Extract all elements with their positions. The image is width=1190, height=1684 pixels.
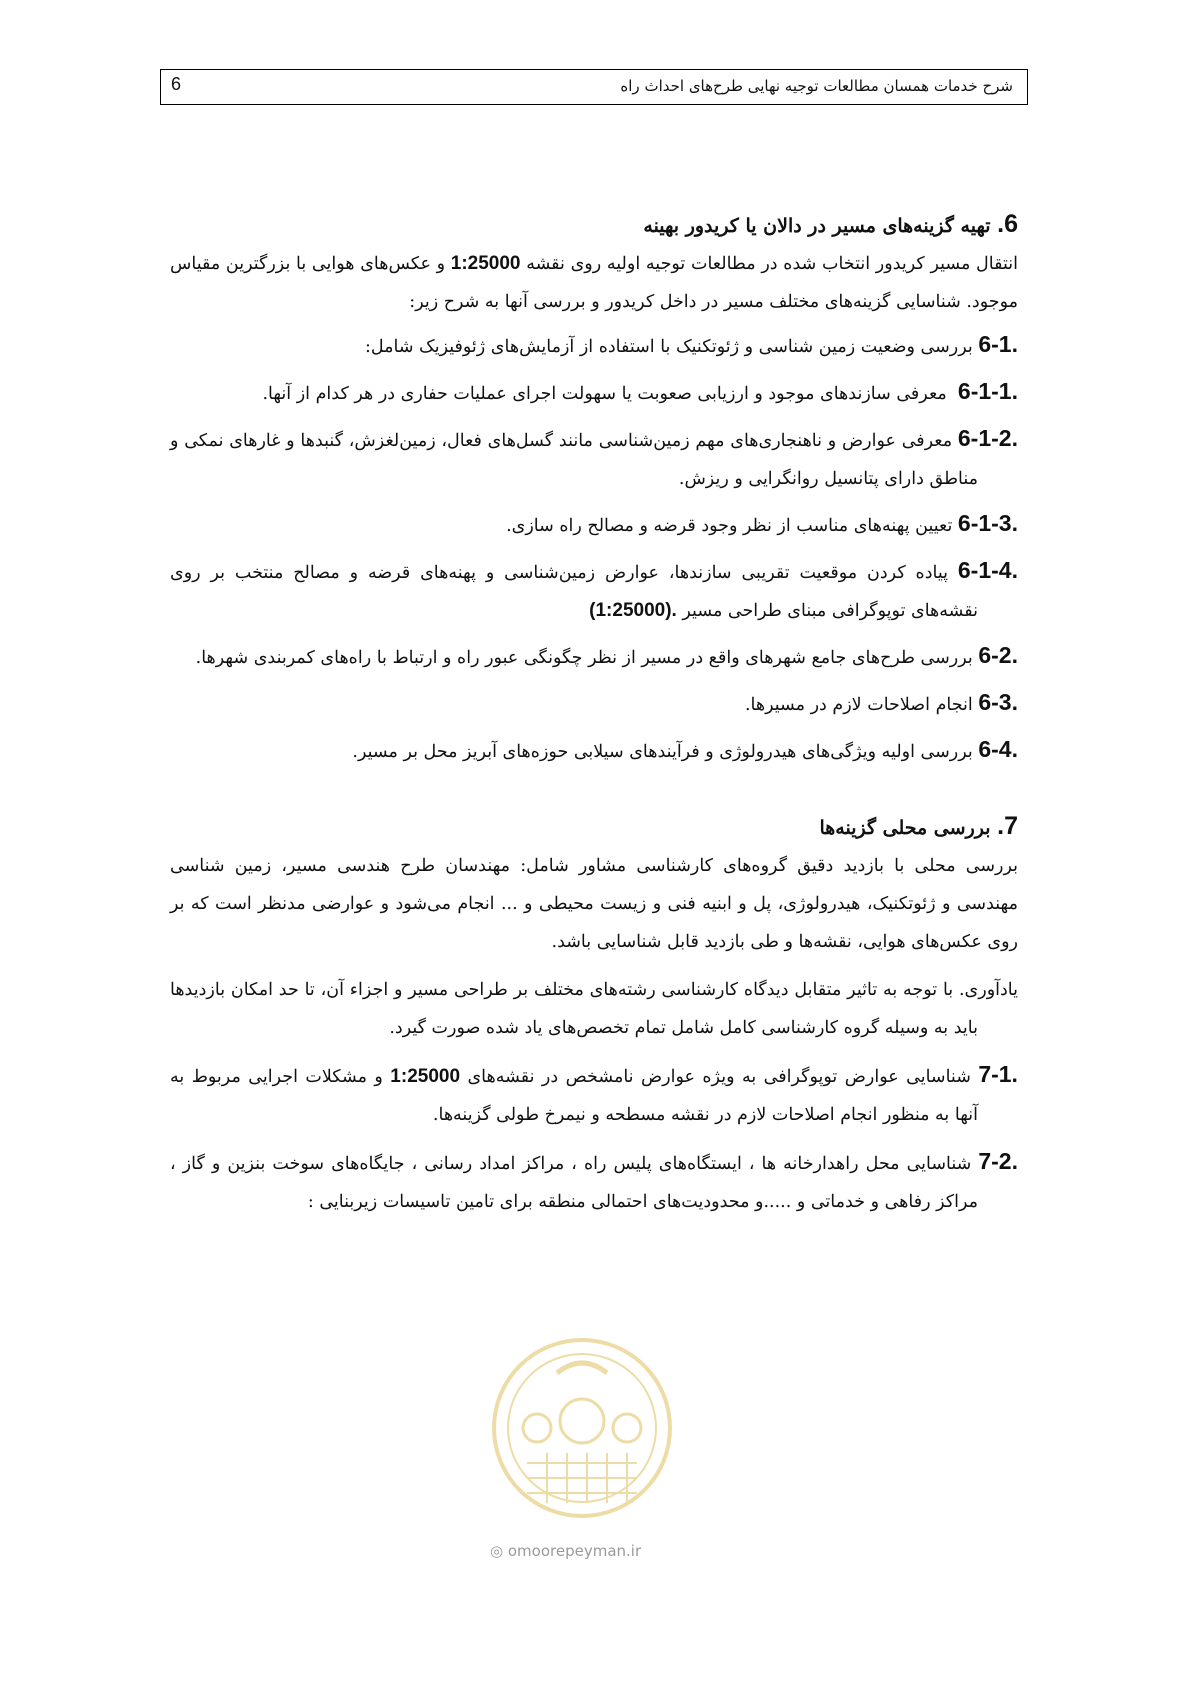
intro-tail: و عکس‌های هوایی با بزرگترین مقیاس موجود. شناسایی گزینه‌های مختلف مسیر در داخل کریدور و بررسی آنها به شرح زیر: xyxy=(170,254,1018,312)
item-text: بررسی اولیه ویژگی‌های هیدرولوژی و فرآیندهای سیلابی حوزه‌های آبریز محل بر مسیر. xyxy=(352,742,973,762)
intro-lead: انتقال مسیر کریدور انتخاب شده در مطالعات توجیه اولیه روی نقشه xyxy=(526,254,1018,274)
list-item xyxy=(170,551,1018,630)
section-6-number: 6. xyxy=(997,210,1018,238)
section-7-intro: بررسی محلی با بازدید دقیق گروه‌های کارشناسی مشاور شامل: مهندسان طرح هندسی مسیر، زمین شناسی مهندسی و ژئوتکنیک، هیدرولوژی، پل و ابنیه فنی و زیست محیطی و ... انجام می‌شود و عوارضی مدنظر است که بر روی عکس‌های هوایی، نقشه‌ها و طی بازدید قابل شناسایی باشد. xyxy=(170,856,1018,952)
item-scale: (1:25000). xyxy=(589,600,677,621)
intro-scale: 1:25000 xyxy=(450,253,521,274)
item-text: بررسی طرح‌های جامع شهرهای واقع در مسیر از نظر چگونگی عبور راه و ارتباط با راه‌های کمربندی شهرها. xyxy=(195,648,973,668)
list-item xyxy=(170,419,1018,498)
item-scale: 1:25000 xyxy=(390,1066,461,1087)
item-number: 7-2. xyxy=(978,1148,1018,1174)
item-text: معرفی عوارض و ناهنجاری‌های مهم زمین‌شناسی مانند گسل‌های فعال، زمین‌لغزش، گنبدها و غارهای نمکی و مناطق دارای پتانسیل روانگرایی و ریزش. xyxy=(170,431,978,489)
item-text: شناسایی عوارض توپوگرافی به ویژه عوارض نامشخص در نقشه‌های xyxy=(467,1067,971,1087)
section-6-title: تهیه گزینه‌های مسیر در دالان یا کریدور بهینه xyxy=(643,215,991,237)
section-7-number: 7. xyxy=(997,812,1018,840)
list-item xyxy=(170,636,1018,677)
list-item xyxy=(170,730,1018,771)
watermark-url xyxy=(490,1542,641,1560)
item-text: تعیین پهنه‌های مناسب از نظر وجود قرضه و مصالح راه سازی. xyxy=(506,516,953,536)
list-item xyxy=(170,504,1018,545)
page-number: 6 xyxy=(171,74,182,94)
item-text: معرفی سازندهای موجود و ارزیابی صعوبت یا سهولت اجرای عملیات حفاری در هر کدام از آنها. xyxy=(262,384,947,404)
item-number: 6-1-1. xyxy=(957,378,1018,404)
section-7-heading xyxy=(170,807,1018,847)
item-number: 6-2. xyxy=(978,642,1018,668)
document-body xyxy=(170,205,1018,1221)
item-number: 6-1-2. xyxy=(957,425,1018,451)
item-number: 6-4. xyxy=(978,736,1018,762)
watermark-url-text: omoorepeyman.ir xyxy=(507,1542,642,1560)
item-number: 6-1-4. xyxy=(957,557,1018,583)
item-text-tail: و مشکلات اجرایی مربوط به آنها به منظور انجام اصلاحات لازم در نقشه مسطحه و نیمرخ طولی گزینه‌ها. xyxy=(170,1067,978,1125)
section-7-title: بررسی محلی گزینه‌ها xyxy=(819,817,991,839)
list-item xyxy=(170,372,1018,413)
item-text: بررسی وضعیت زمین شناسی و ژئوتکنیک با استفاده از آزمایش‌های ژئوفیزیک شامل: xyxy=(364,337,973,357)
item-number: 6-3. xyxy=(978,689,1018,715)
list-item xyxy=(170,1142,1018,1221)
header-title: شرح خدمات همسان مطالعات توجیه نهایی طرح‌های احداث راه xyxy=(620,77,1013,95)
list-item xyxy=(170,683,1018,724)
list-item xyxy=(170,1055,1018,1134)
item-number: 6-1. xyxy=(978,331,1018,357)
reminder-note: یادآوری. با توجه به تاثیر متقابل دیدگاه کارشناسی رشته‌های مختلف بر طراحی مسیر و اجزاء آن، تا حد امکان بازدیدها باید به وسیله گروه کارشناسی کامل شامل تمام تخصص‌های یاد شده صورت گیرد. xyxy=(170,980,1018,1038)
section-6-heading xyxy=(170,205,1018,245)
page-header xyxy=(160,69,1028,105)
item-text: شناسایی محل راهدارخانه ها ، ایستگاه‌های پلیس راه ، مراکز امداد رسانی ، جایگاه‌های سوخت بنزین و گاز ، مراکز رفاهی و خدماتی و .....و محدودیت‌های احتمالی منطقه برای تامین تاسیسات زیربنایی : xyxy=(170,1154,978,1212)
item-text: انجام اصلاحات لازم در مسیرها. xyxy=(744,695,973,715)
section-6-intro xyxy=(170,245,1018,321)
item-number: 7-1. xyxy=(978,1061,1018,1087)
list-item xyxy=(170,325,1018,366)
item-text: پیاده کردن موقعیت تقریبی سازندها، عوارض زمین‌شناسی و پهنه‌های قرضه و مصالح منتخب بر روی نقشه‌های توپوگرافی مبنای طراحی مسیر xyxy=(170,563,978,621)
watermark-seal xyxy=(487,1333,677,1523)
item-number: 6-1-3. xyxy=(957,510,1018,536)
globe-icon: ◎ xyxy=(490,1542,504,1560)
